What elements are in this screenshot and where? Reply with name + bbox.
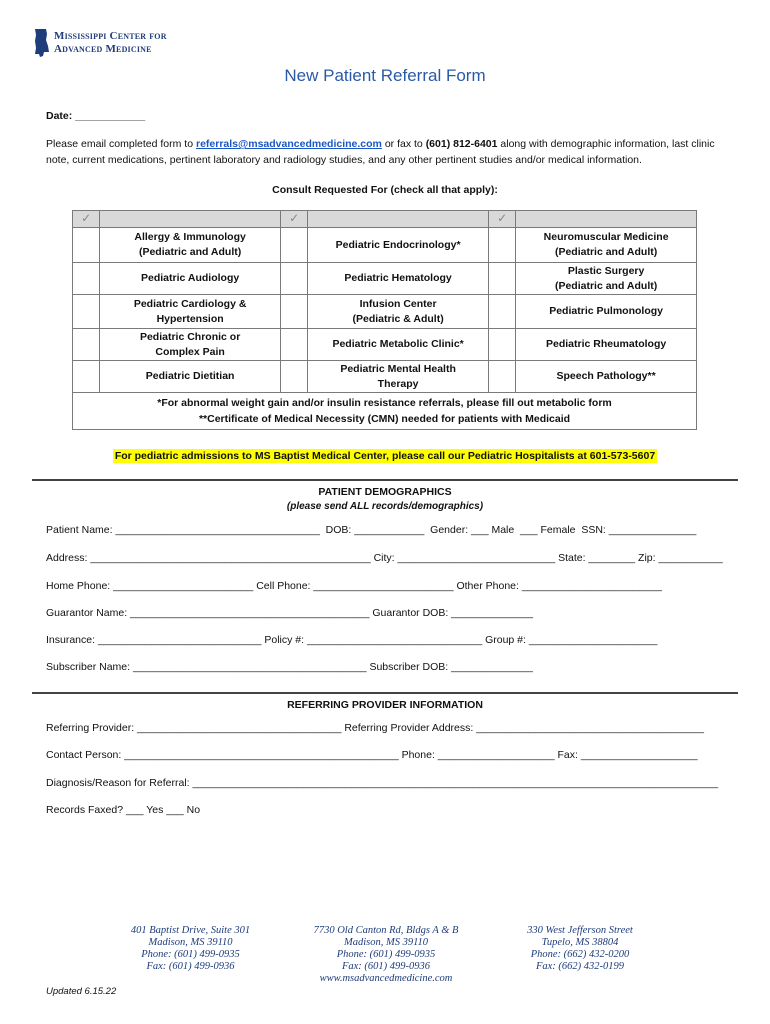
service-checkbox[interactable] xyxy=(280,263,307,295)
office-line: Fax: (662) 432-0199 xyxy=(535,961,625,972)
service-checkbox[interactable] xyxy=(488,295,515,329)
service-checkbox[interactable] xyxy=(73,361,100,393)
service-label: Pediatric Chronic or Complex Pain xyxy=(100,329,281,361)
intro-paragraph xyxy=(46,136,726,168)
demographics-heading: PATIENT DEMOGRAPHICS xyxy=(318,486,452,498)
service-label: Plastic Surgery (Pediatric and Adult) xyxy=(516,263,697,295)
office-line: Tupelo, MS 38804 xyxy=(541,937,619,948)
office-line: 401 Baptist Drive, Suite 301 xyxy=(130,925,251,936)
office-line[interactable]: www.msadvancedmedicine.com xyxy=(319,973,453,984)
admissions-text: For pediatric admissions to MS Baptist Medical Center, please call our Pediatric Hospitalists at 601-573-5607 xyxy=(114,450,656,462)
service-checkbox[interactable] xyxy=(280,228,307,263)
service-label: Infusion Center (Pediatric & Adult) xyxy=(308,295,489,329)
office-madison-canton xyxy=(296,925,476,985)
office-line: 330 West Jefferson Street xyxy=(527,925,633,936)
service-label: Pediatric Pulmonology xyxy=(516,295,697,329)
service-label: Pediatric Rheumatology xyxy=(516,329,697,361)
phone-row[interactable]: Home Phone: ________________________ Cell Phone: ________________________ Other Phone: ________________________ xyxy=(46,580,662,592)
office-line: Fax: (601) 499-0936 xyxy=(341,961,431,972)
header-blank xyxy=(516,211,697,228)
address-row[interactable]: Address: ________________________________________________ City: ___________________________ State: ________ Zip: ___________ xyxy=(46,552,723,564)
consult-row xyxy=(73,295,697,329)
service-label: Speech Pathology** xyxy=(516,361,697,393)
consult-heading: Consult Requested For (check all that apply): xyxy=(272,184,498,196)
service-label: Allergy & Immunology (Pediatric and Adult) xyxy=(100,228,281,263)
service-checkbox[interactable] xyxy=(488,228,515,263)
updated-date: Updated 6.15.22 xyxy=(46,986,117,997)
consult-notes-row xyxy=(73,393,697,430)
logo-line2: Advanced Medicine xyxy=(54,43,152,55)
cmn-note: **Certificate of Medical Necessity (CMN) needed for patients with Medicaid xyxy=(198,413,571,425)
office-line: Phone: (601) 499-0935 xyxy=(336,949,436,960)
service-checkbox[interactable] xyxy=(73,295,100,329)
referring-heading: REFERRING PROVIDER INFORMATION xyxy=(287,699,483,711)
diagnosis-row[interactable]: Diagnosis/Reason for Referral: __________________________________________________________________________________________ xyxy=(46,777,719,789)
service-checkbox[interactable] xyxy=(280,329,307,361)
insurance-row[interactable]: Insurance: ____________________________ Policy #: ______________________________ Group #: ______________________ xyxy=(46,634,658,646)
guarantor-row[interactable]: Guarantor Name: _________________________________________ Guarantor DOB: ______________ xyxy=(46,607,533,619)
service-label: Pediatric Audiology xyxy=(100,263,281,295)
service-label: Pediatric Endocrinology* xyxy=(308,228,489,263)
service-checkbox[interactable] xyxy=(280,295,307,329)
service-checkbox[interactable] xyxy=(73,263,100,295)
consult-row xyxy=(73,263,697,295)
logo-line1: Mississippi Center for xyxy=(54,30,167,42)
date-field[interactable]: Date: ____________ xyxy=(46,110,146,122)
office-line: Madison, MS 39110 xyxy=(343,937,429,948)
service-label: Pediatric Metabolic Clinic* xyxy=(308,329,489,361)
office-line: Phone: (662) 432-0200 xyxy=(530,949,630,960)
referral-email-link[interactable]: referrals@msadvancedmedicine.com xyxy=(195,138,382,150)
service-checkbox[interactable] xyxy=(488,329,515,361)
service-checkbox[interactable] xyxy=(488,263,515,295)
office-line: Madison, MS 39110 xyxy=(148,937,233,948)
service-label: Pediatric Cardiology & Hypertension xyxy=(100,295,281,329)
service-checkbox[interactable] xyxy=(73,329,100,361)
admissions-notice xyxy=(0,450,770,462)
service-label: Pediatric Hematology xyxy=(308,263,489,295)
header-blank xyxy=(100,211,281,228)
section-divider xyxy=(32,479,738,481)
demographics-subheading: (please send ALL records/demographics) xyxy=(286,501,484,512)
consult-notes xyxy=(73,393,697,430)
service-label: Pediatric Mental Health Therapy xyxy=(308,361,489,393)
service-checkbox[interactable] xyxy=(280,361,307,393)
office-line: 7730 Old Canton Rd, Bldgs A & B xyxy=(313,925,459,936)
referring-provider-row[interactable]: Referring Provider: ___________________________________ Referring Provider Address: _______________________________________ xyxy=(46,722,704,734)
consult-row xyxy=(73,228,697,263)
intro-text-1: Please email completed form to xyxy=(46,138,196,150)
consult-row xyxy=(73,361,697,393)
service-label: Pediatric Dietitian xyxy=(100,361,281,393)
consult-row xyxy=(73,329,697,361)
service-checkbox[interactable] xyxy=(73,228,100,263)
logo xyxy=(30,28,200,60)
section-divider xyxy=(32,692,738,694)
office-line: Fax: (601) 499-0936 xyxy=(146,961,235,972)
page-title: New Patient Referral Form xyxy=(284,66,486,85)
service-label: Neuromuscular Medicine (Pediatric and Adult) xyxy=(516,228,697,263)
intro-text-2: or fax to xyxy=(381,138,426,150)
contact-person-row[interactable]: Contact Person: _______________________________________________ Phone: ____________________ Fax: ____________________ xyxy=(46,749,698,761)
checkmark-icon: ✓ xyxy=(488,211,515,228)
service-checkbox[interactable] xyxy=(488,361,515,393)
subscriber-row[interactable]: Subscriber Name: ________________________________________ Subscriber DOB: ______________ xyxy=(46,661,533,673)
header-blank xyxy=(308,211,489,228)
intro-text-3: along with demographic information, last clinic note, current medications, pertinent laboratory and radiology studies, and any other pertinent studies and/or medical information. xyxy=(46,138,715,166)
office-madison-baptist xyxy=(108,925,273,973)
checkmark-icon: ✓ xyxy=(73,211,100,228)
patient-name-row[interactable]: Patient Name: ___________________________________ DOB: ____________ Gender: ___ Male ___ Female SSN: _______________ xyxy=(46,524,697,536)
office-tupelo xyxy=(500,925,660,973)
mississippi-state-icon xyxy=(32,28,52,58)
consult-table-header xyxy=(73,211,697,228)
consult-table xyxy=(72,210,697,430)
metabolic-note: *For abnormal weight gain and/or insulin resistance referrals, please fill out metabolic form xyxy=(157,397,612,409)
office-line: Phone: (601) 499-0935 xyxy=(141,949,240,960)
referral-fax-number: (601) 812-6401 xyxy=(425,138,498,150)
records-faxed-row[interactable]: Records Faxed? ___ Yes ___ No xyxy=(46,804,201,816)
checkmark-icon: ✓ xyxy=(280,211,307,228)
